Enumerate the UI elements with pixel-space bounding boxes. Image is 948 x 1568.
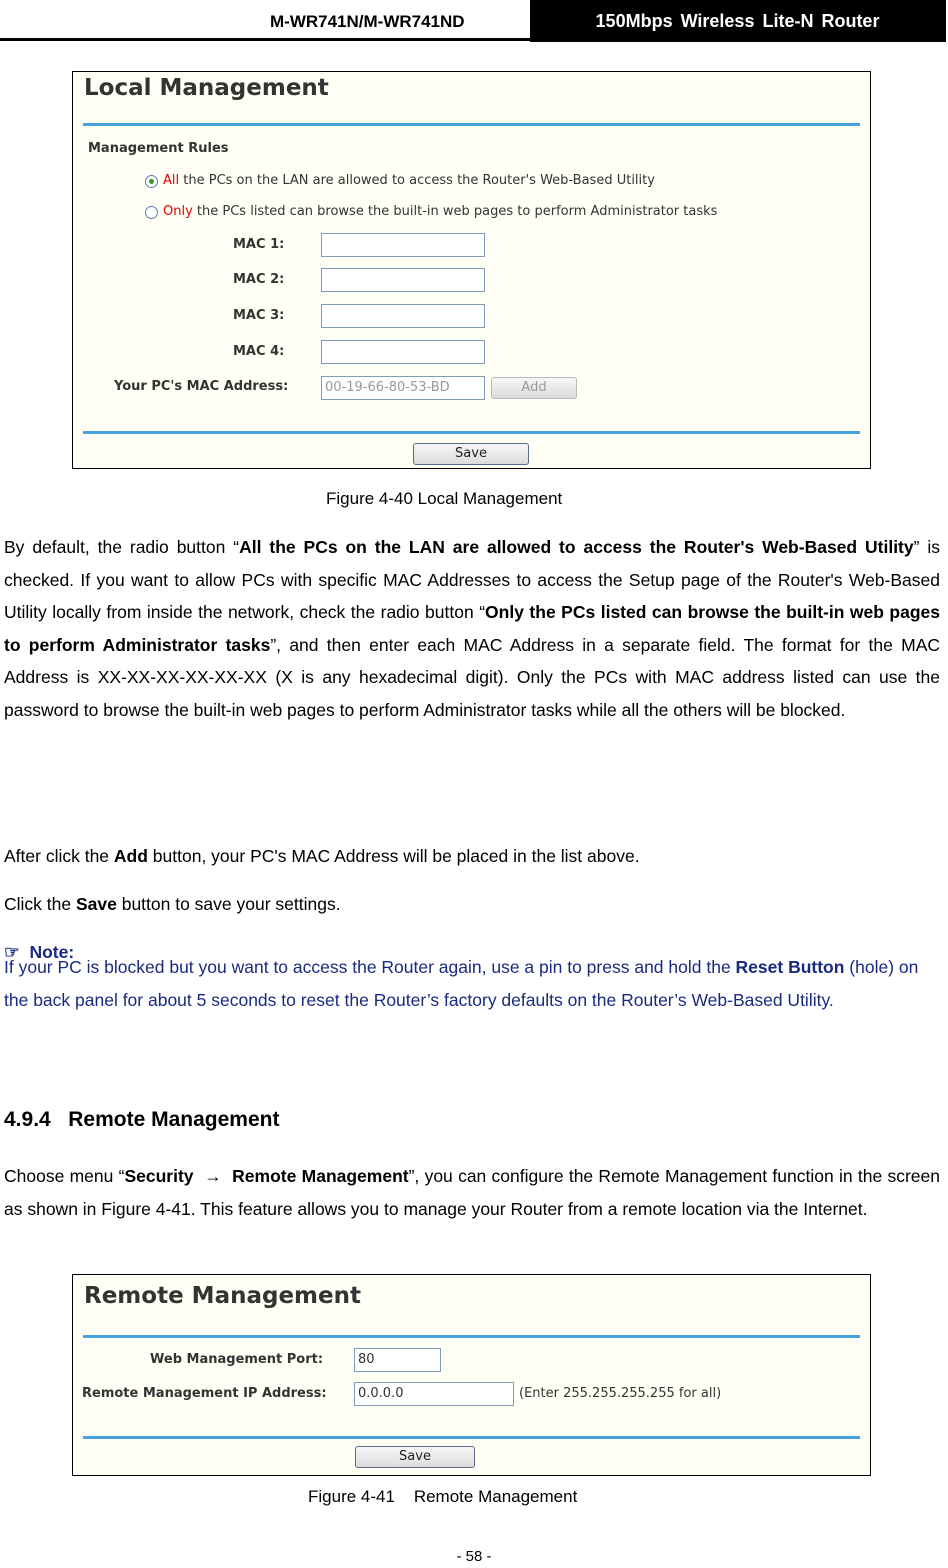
ip-hint: (Enter 255.255.255.255 for all) — [519, 1386, 722, 1401]
remote-ip-input[interactable]: 0.0.0.0 — [354, 1382, 514, 1406]
header-rule — [0, 38, 530, 41]
mac4-label: MAC 4: — [233, 344, 285, 359]
header-product: 150Mbps Wireless Lite-N Router — [530, 0, 945, 42]
header-end-rule — [944, 0, 946, 42]
title-divider — [83, 1335, 860, 1338]
figure-caption: Figure 4-40 Local Management — [326, 489, 563, 508]
mac3-input[interactable] — [321, 304, 485, 328]
your-mac-label: Your PC's MAC Address: — [114, 379, 289, 394]
panel-title: Local Management — [84, 75, 329, 101]
note-text: If your PC is blocked but you want to access the Router again, use a pin to press and hold the Reset Button (hole) on the back panel for about 5 seconds to reset the Router’s factory defaults on the Router’s Web-Based Utility. — [4, 957, 919, 1010]
option-all-label: All the PCs on the LAN are allowed to access the Router's Web-Based Utility — [163, 173, 655, 188]
bottom-divider — [83, 1436, 860, 1439]
page-number: - 58 - — [456, 1548, 492, 1565]
mac1-label: MAC 1: — [233, 237, 285, 252]
mac4-input[interactable] — [321, 340, 485, 364]
header-model: M-WR741N/M-WR741ND — [270, 12, 465, 31]
remote-ip-label: Remote Management IP Address: — [82, 1386, 327, 1401]
section-heading: 4.9.4 Remote Management — [4, 1108, 280, 1131]
add-button[interactable]: Add — [491, 377, 577, 399]
local-management-panel — [72, 71, 871, 469]
save-button[interactable]: Save — [355, 1446, 475, 1468]
figure-caption: Figure 4-41 Remote Management — [308, 1487, 578, 1506]
add-paragraph: After click the Add button, your PC's MAC Address will be placed in the list above. — [4, 846, 640, 866]
note-heading: ☞ Note: — [4, 942, 75, 962]
mac2-label: MAC 2: — [233, 272, 285, 287]
title-divider — [83, 123, 860, 126]
your-mac-input[interactable]: 00-19-66-80-53-BD — [321, 376, 485, 400]
remote-management-panel — [72, 1274, 871, 1476]
panel-title: Remote Management — [84, 1283, 361, 1309]
save-button[interactable]: Save — [413, 443, 529, 465]
remote-intro-paragraph: Choose menu “Security → Remote Management”, you can configure the Remote Management function in the screen as shown in Figure 4-41. This feature allows you to manage your Router from a remote location via the Internet. — [4, 1166, 941, 1219]
web-port-input[interactable]: 80 — [354, 1348, 441, 1372]
arrow-right-icon: → — [204, 1166, 222, 1186]
web-port-label: Web Management Port: — [150, 1352, 324, 1367]
mac2-input[interactable] — [321, 268, 485, 292]
mac1-input[interactable] — [321, 233, 485, 257]
pointing-hand-icon: ☞ — [4, 942, 20, 962]
radio-only-listed[interactable] — [145, 206, 158, 219]
save-paragraph: Click the Save button to save your settings. — [4, 894, 341, 914]
management-rules-label: Management Rules — [88, 141, 229, 156]
radio-all-pcs[interactable] — [145, 175, 158, 188]
bottom-divider — [83, 431, 860, 434]
body-paragraph: By default, the radio button “All the PCs on the LAN are allowed to access the Router's Web-Based Utility” is checked. If you want to allow PCs with specific MAC Addresses to access the Setup page of the Router's Web-Based Utility locally from inside the network, check the radio button “Only the PCs listed can browse the built-in web pages to perform Administrator tasks”, and then enter each MAC Address in a separate field. The format for the MAC Address is XX-XX-XX-XX-XX-XX (X is any hexadecimal digit). Only the PCs with MAC address listed can use the password to browse the built-in web pages to perform Administrator tasks while all the others will be blocked. — [4, 537, 941, 720]
mac3-label: MAC 3: — [233, 308, 285, 323]
option-only-label: Only the PCs listed can browse the built-in web pages to perform Administrator tasks — [163, 204, 718, 219]
